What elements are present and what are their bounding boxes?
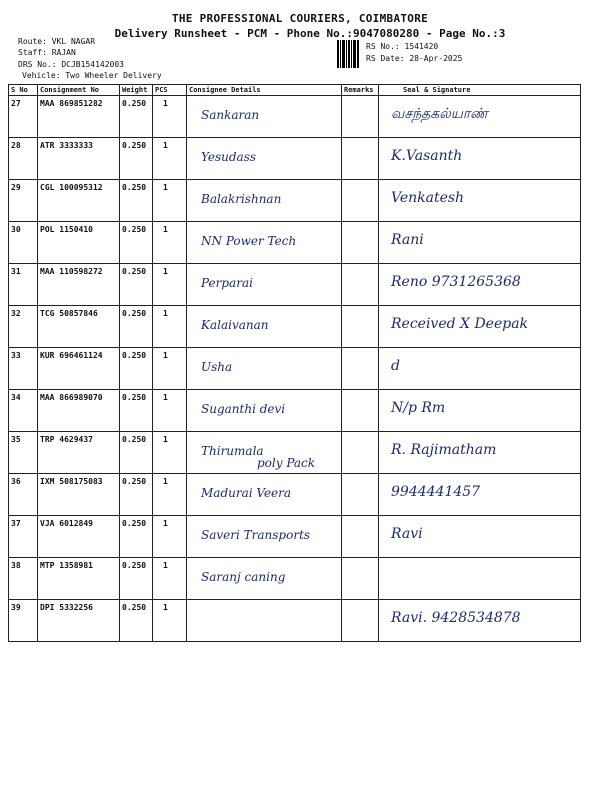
drs-number: DRS No.: DCJB154142003: [18, 60, 124, 69]
signature-handwritten: 9944441457: [391, 484, 481, 500]
signature-cell: [379, 306, 581, 348]
sno-cell: 37: [9, 516, 38, 558]
consignee-cell: [187, 558, 342, 600]
weight-cell: 0.250: [120, 306, 153, 348]
signature-cell: [379, 390, 581, 432]
consignment-no-cell: CGL 100095312: [38, 180, 120, 222]
sno-cell: 39: [9, 600, 38, 642]
col-header-consignment: Consignment No: [38, 85, 120, 96]
consignment-no-cell: DPI 5332256: [38, 600, 120, 642]
runsheet-subtitle: Delivery Runsheet - PCM - Phone No.:9047080280 - Page No.:3: [114, 27, 506, 40]
consignment-no-cell: MAA 866989070: [38, 390, 120, 432]
remarks-cell: [342, 306, 379, 348]
consignee-name-handwritten: Sankaran: [201, 108, 260, 122]
pcs-cell: 1: [153, 432, 187, 474]
table-row: [9, 390, 581, 432]
consignee-cell: [187, 96, 342, 138]
pcs-cell: 1: [153, 264, 187, 306]
table-row: [9, 474, 581, 516]
company-title: THE PROFESSIONAL COURIERS, COIMBATORE: [171, 12, 429, 25]
pcs-cell: 1: [153, 96, 187, 138]
consignment-no-cell: MAA 110598272: [38, 264, 120, 306]
consignee-cell: [187, 516, 342, 558]
signature-cell: [379, 96, 581, 138]
consignment-no-cell: KUR 696461124: [38, 348, 120, 390]
signature-handwritten: R. Rajimatham: [391, 442, 497, 458]
consignee-name-handwritten: Yesudass: [201, 150, 257, 164]
pcs-cell: 1: [153, 222, 187, 264]
consignment-no-cell: MTP 1358981: [38, 558, 120, 600]
consignee-name-handwritten: Usha: [201, 360, 233, 374]
signature-handwritten: Ravi: [391, 526, 423, 542]
consignee-name-line2: poly Pack: [257, 456, 316, 470]
consignee-cell: [187, 390, 342, 432]
consignee-name-handwritten: Thirumala: [201, 444, 264, 458]
consignee-cell: [187, 180, 342, 222]
table-row: [9, 222, 581, 264]
pcs-cell: 1: [153, 138, 187, 180]
remarks-cell: [342, 558, 379, 600]
remarks-cell: [342, 96, 379, 138]
table-row: [9, 600, 581, 642]
weight-cell: 0.250: [120, 264, 153, 306]
table-row: [9, 558, 581, 600]
signature-handwritten: Reno 9731265368: [391, 274, 521, 290]
signature-handwritten: Venkatesh: [391, 190, 465, 206]
signature-cell: [379, 600, 581, 642]
sno-cell: 34: [9, 390, 38, 432]
col-header-consignee: Consignee Details: [187, 85, 342, 96]
consignment-no-cell: TCG 50857846: [38, 306, 120, 348]
sno-cell: 28: [9, 138, 38, 180]
remarks-cell: [342, 264, 379, 306]
consignee-name-handwritten: Perparai: [201, 276, 253, 290]
weight-cell: 0.250: [120, 558, 153, 600]
signature-handwritten: Received X Deepak: [391, 316, 529, 332]
col-header-sno: S No: [9, 85, 38, 96]
remarks-cell: [342, 180, 379, 222]
sno-cell: 33: [9, 348, 38, 390]
consignee-cell: [187, 348, 342, 390]
table-row: [9, 264, 581, 306]
consignee-name-handwritten: NN Power Tech: [201, 234, 297, 248]
sno-cell: 27: [9, 96, 38, 138]
signature-handwritten: N/p Rm: [391, 400, 446, 416]
pcs-cell: 1: [153, 558, 187, 600]
sno-cell: 29: [9, 180, 38, 222]
table-row: [9, 348, 581, 390]
pcs-cell: 1: [153, 600, 187, 642]
sno-cell: 32: [9, 306, 38, 348]
remarks-cell: [342, 600, 379, 642]
remarks-cell: [342, 390, 379, 432]
remarks-cell: [342, 222, 379, 264]
consignee-name-handwritten: Balakrishnan: [201, 192, 282, 206]
remarks-cell: [342, 474, 379, 516]
consignee-cell: [187, 222, 342, 264]
table-row: [9, 306, 581, 348]
consignment-no-cell: POL 1150410: [38, 222, 120, 264]
table-header-row: [9, 85, 581, 96]
signature-cell: [379, 264, 581, 306]
consignee-name-handwritten: Madurai Veera: [201, 486, 292, 500]
consignee-cell: [187, 432, 342, 474]
consignee-name-handwritten: Suganthi devi: [201, 402, 286, 416]
remarks-cell: [342, 348, 379, 390]
weight-cell: 0.250: [120, 96, 153, 138]
col-header-pcs: PCS: [153, 85, 187, 96]
consignment-no-cell: ATR 3333333: [38, 138, 120, 180]
consignee-name-handwritten: Saveri Transports: [201, 528, 311, 542]
weight-cell: 0.250: [120, 180, 153, 222]
pcs-cell: 1: [153, 474, 187, 516]
signature-cell: [379, 558, 581, 600]
weight-cell: 0.250: [120, 600, 153, 642]
consignee-cell: [187, 474, 342, 516]
barcode-image: [337, 40, 359, 68]
consignee-cell: [187, 600, 342, 642]
signature-cell: [379, 222, 581, 264]
route-text: Route: VKL NAGAR: [18, 37, 96, 46]
consignee-name-handwritten: Kalaivanan: [201, 318, 269, 332]
signature-cell: [379, 348, 581, 390]
sno-cell: 38: [9, 558, 38, 600]
pcs-cell: 1: [153, 180, 187, 222]
runsheet-table: [8, 84, 581, 642]
vehicle-text: Vehicle: Two Wheeler Delivery: [22, 71, 162, 80]
consignment-no-cell: IXM 508175083: [38, 474, 120, 516]
consignee-cell: [187, 264, 342, 306]
remarks-cell: [342, 516, 379, 558]
remarks-cell: [342, 138, 379, 180]
weight-cell: 0.250: [120, 516, 153, 558]
consignee-cell: [187, 138, 342, 180]
signature-cell: [379, 474, 581, 516]
remarks-cell: [342, 432, 379, 474]
table-row: [9, 516, 581, 558]
table-row: [9, 96, 581, 138]
signature-handwritten: Rani: [391, 232, 424, 248]
consignment-no-cell: MAA 869851282: [38, 96, 120, 138]
rs-number: RS No.: 1541420: [366, 42, 439, 51]
pcs-cell: 1: [153, 348, 187, 390]
weight-cell: 0.250: [120, 474, 153, 516]
signature-handwritten: Ravi. 9428534878: [391, 610, 521, 626]
rs-date: RS Date: 28-Apr-2025: [366, 54, 463, 63]
weight-cell: 0.250: [120, 138, 153, 180]
col-header-remarks: Remarks: [342, 85, 379, 96]
sno-cell: 36: [9, 474, 38, 516]
weight-cell: 0.250: [120, 432, 153, 474]
consignment-no-cell: VJA 6012849: [38, 516, 120, 558]
col-header-weight: Weight: [120, 85, 153, 96]
signature-cell: [379, 432, 581, 474]
weight-cell: 0.250: [120, 348, 153, 390]
consignee-name-handwritten: Saranj caning: [201, 570, 286, 584]
signature-handwritten: K.Vasanth: [391, 148, 463, 164]
table-row: [9, 180, 581, 222]
table-row: [9, 138, 581, 180]
staff-text: Staff: RAJAN: [18, 48, 76, 57]
col-header-seal: Seal & Signature: [379, 85, 581, 96]
pcs-cell: 1: [153, 390, 187, 432]
signature-cell: [379, 516, 581, 558]
consignment-no-cell: TRP 4629437: [38, 432, 120, 474]
sno-cell: 30: [9, 222, 38, 264]
weight-cell: 0.250: [120, 390, 153, 432]
signature-cell: [379, 180, 581, 222]
sno-cell: 35: [9, 432, 38, 474]
sno-cell: 31: [9, 264, 38, 306]
signature-handwritten: d: [391, 358, 400, 374]
signature-handwritten: வசந்தகல்யாண்: [391, 106, 488, 122]
table-row: [9, 432, 581, 474]
weight-cell: 0.250: [120, 222, 153, 264]
pcs-cell: 1: [153, 306, 187, 348]
pcs-cell: 1: [153, 516, 187, 558]
consignee-cell: [187, 306, 342, 348]
signature-cell: [379, 138, 581, 180]
